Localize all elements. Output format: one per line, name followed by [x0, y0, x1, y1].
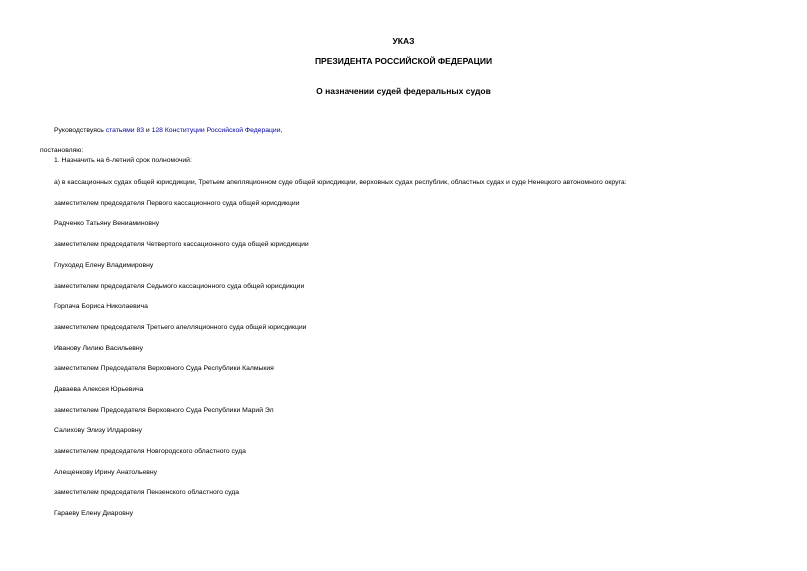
issuer-title: ПРЕЗИДЕНТА РОССИЙСКОЙ ФЕДЕРАЦИИ [314, 56, 493, 66]
preamble-suffix: , [280, 127, 283, 134]
decree-word: постановляю: [40, 147, 84, 154]
appointment-name: Алещенкову Ирину Анатольевну [54, 469, 158, 476]
appointment-position: заместителем председателя Новгородского областного суда [54, 448, 246, 455]
appointment-position: заместителем Председателя Верховного Суда Республики Калмыкия [54, 365, 274, 372]
constitution-link[interactable]: 128 Конституции Российской Федерации [151, 127, 281, 134]
appointment-position: заместителем председателя Третьего апелляционного суда общей юрисдикции [54, 324, 307, 331]
preamble-prefix: Руководствуясь [54, 127, 106, 134]
paragraph-1: 1. Назначить на 6-летний срок полномочий: [54, 157, 192, 164]
decree-subject: О назначении судей федеральных судов [316, 86, 491, 96]
preamble [54, 126, 282, 135]
decree-title: УКАЗ [392, 36, 415, 46]
appointment-position: заместителем председателя Пензенского областного суда [54, 489, 240, 496]
appointment-name: Радченко Татьяну Вениаминовну [54, 220, 160, 227]
preamble-and: и [144, 127, 152, 134]
appointment-name: Гараеву Елену Диаровну [54, 510, 133, 517]
appointment-name: Даваева Алексея Юрьевича [54, 386, 144, 393]
subparagraph-a: а) в кассационных судах общей юрисдикции, Третьем апелляционном суде общей юрисдикции, верховных судах республик, областных судах и суде Ненецкого автономного округа: [54, 179, 627, 186]
appointment-position: заместителем Председателя Верховного Суда Республики Марий Эл [54, 407, 274, 414]
appointment-name: Глуходед Елену Владимировну [54, 262, 154, 269]
appointment-name: Горлача Бориса Николаевича [54, 303, 148, 310]
articles-link[interactable]: статьями 83 [105, 127, 145, 134]
appointment-position: заместителем председателя Первого кассационного суда общей юрисдикции [54, 200, 300, 207]
appointment-position: заместителем председателя Седьмого кассационного суда общей юрисдикции [54, 283, 305, 290]
appointment-name: Салихову Элизу Илдаровну [54, 427, 143, 434]
appointment-name: Иванову Лилию Васильевну [54, 345, 144, 352]
appointment-position: заместителем председателя Четвертого кассационного суда общей юрисдикции [54, 241, 309, 248]
